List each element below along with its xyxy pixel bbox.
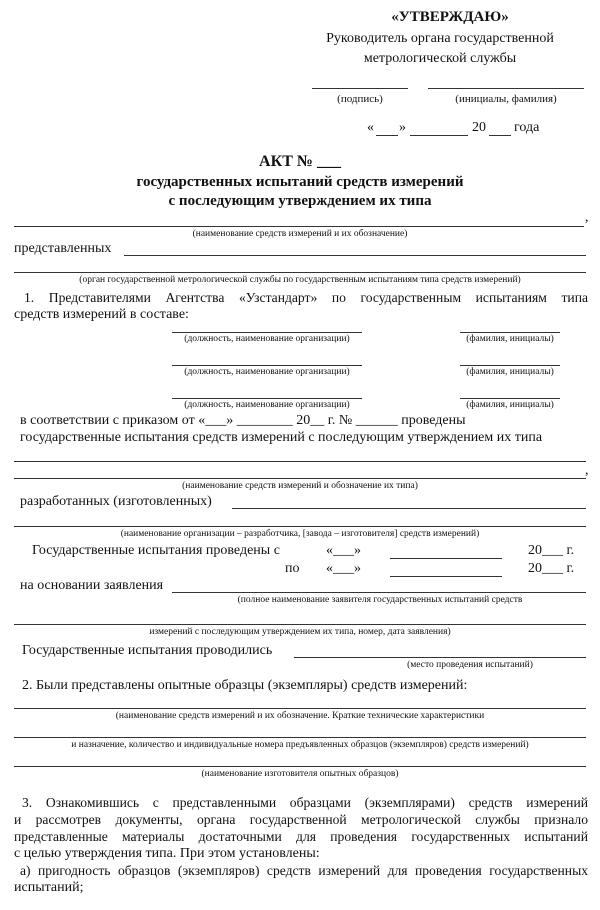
caption-position-org-3: (должность, наименование организации) (184, 400, 350, 410)
approval-title: «УТВЕРЖДАЮ» (391, 9, 509, 25)
approval-date-quote-close: » (399, 120, 406, 135)
initials-line (428, 88, 584, 89)
caption-specs-line1: (наименование средств измерений и их обозначение. Краткие технические характеристики (115, 711, 485, 721)
approval-date-year-blank (489, 135, 511, 136)
developed-line (232, 508, 586, 509)
application-line (172, 592, 586, 593)
p3-line4: с целью утверждения типа. При этом установлены: (14, 846, 320, 861)
caption-metrology-body: (орган государственной метрологической службы по государственным испытаниям типа средств измерений) (79, 275, 521, 285)
caption-surname-3: (фамилия, инициалы) (466, 400, 554, 410)
approval-position-line1: Руководитель органа государственной (326, 31, 554, 46)
caption-specs-line2: и назначение, количество и индивидуальные номера предъявленных образцов (экземпляров) средств измерений) (71, 740, 529, 750)
commission-name-line-1 (460, 332, 560, 333)
approval-date-year-prefix: 20 (472, 120, 486, 135)
conducted-from-month-line (390, 558, 502, 559)
specs-line-1 (14, 708, 586, 709)
specs-line-2 (14, 737, 586, 738)
conducted-from-label: Государственные испытания проведены с (32, 543, 280, 558)
commission-position-line-2 (172, 365, 362, 366)
conducted-to-year: 20___ г. (528, 561, 575, 576)
tests-line: государственные испытания средств измерений с последующим утверждением их типа (20, 430, 543, 445)
instrument-name-line (14, 226, 584, 227)
developed-label: разработанных (изготовленных) (20, 494, 212, 509)
act-subtitle-line1: государственных испытаний средств измерений (136, 174, 464, 190)
p3a-line2: испытаний; (14, 880, 84, 895)
commission-position-line-3 (172, 398, 362, 399)
p2-text: 2. Были представлены опытные образцы (экземпляры) средств измерений: (22, 678, 468, 693)
signature-caption: (подпись) (337, 93, 383, 105)
approval-date-year-suffix: года (514, 120, 540, 135)
signature-line (312, 88, 408, 89)
instrument-name-comma: , (585, 210, 589, 225)
metrology-body-line (14, 272, 586, 273)
application-label: на основании заявления (20, 578, 164, 593)
p3-line1: 3. Ознакомившись с представленными образцами (экземплярами) средств измерений (22, 795, 588, 810)
p3-line3: представленные материалы достаточными для проведения государственных испытаний (14, 829, 588, 844)
conducted-to-day: «___» (326, 561, 361, 576)
p3-line2: и рассмотрев документы, органа государственной метрологической службы признало (14, 812, 588, 827)
applicant-line-2 (14, 624, 586, 625)
initials-caption: (инициалы, фамилия) (455, 93, 557, 105)
instrument-type-comma: , (585, 463, 589, 478)
caption-instrument-type: (наименование средств измерений и обозначение их типа) (182, 481, 418, 491)
caption-manufacturer: (наименование изготовителя опытных образцов) (201, 769, 399, 779)
approval-position-line2: метрологической службы (363, 51, 517, 66)
approval-date-quote-open: « (367, 120, 374, 135)
conducted-from-year: 20___ г. (528, 543, 575, 558)
caption-position-org-2: (должность, наименование организации) (184, 367, 350, 377)
order-line: в соответствии с приказом от «___» ________ 20__ г. № ______ проведены (20, 413, 466, 428)
act-title: АКТ № ___ (259, 153, 341, 170)
caption-position-org-1: (должность, наименование организации) (184, 334, 350, 344)
presented-line (124, 255, 586, 256)
caption-instrument-name: (наименование средств измерений и их обозначение) (192, 229, 408, 239)
act-subtitle-line2: с последующим утверждением их типа (168, 193, 432, 209)
conducted-at-label: Государственные испытания проводились (22, 643, 273, 658)
conducted-from-day: «___» (326, 543, 361, 558)
caption-applicant-line2: измерений с последующим утверждением их типа, номер, дата заявления) (149, 627, 451, 637)
caption-applicant-line1: (полное наименование заявителя государственных испытаний средств (237, 595, 523, 605)
manufacturer-line (14, 766, 586, 767)
conducted-to-label: по (285, 561, 300, 576)
p1-line2: средств измерений в составе: (14, 307, 189, 322)
presented-label: представленных (14, 241, 112, 256)
caption-surname-2: (фамилия, инициалы) (466, 367, 554, 377)
approval-date-month-blank (410, 135, 468, 136)
caption-place: (место проведения испытаний) (407, 660, 533, 670)
approval-date-day-blank (376, 135, 398, 136)
instrument-type-line-2 (14, 478, 586, 479)
conducted-to-month-line (390, 576, 502, 577)
commission-name-line-3 (460, 398, 560, 399)
caption-surname-1: (фамилия, инициалы) (466, 334, 554, 344)
commission-position-line-1 (172, 332, 362, 333)
developer-line (14, 526, 586, 527)
instrument-type-line-1 (14, 461, 586, 462)
commission-name-line-2 (460, 365, 560, 366)
caption-developer: (наименование организации – разработчика, [завода – изготовителя] средств измерений) (120, 529, 480, 539)
p3a-line1: а) пригодность образцов (экземпляров) средств измерений для проведения государственных (20, 863, 588, 878)
conducted-at-line (294, 657, 586, 658)
p1-line1: 1. Представителями Агентства «Узстандарт» по государственным испытаниям типа (24, 290, 588, 305)
